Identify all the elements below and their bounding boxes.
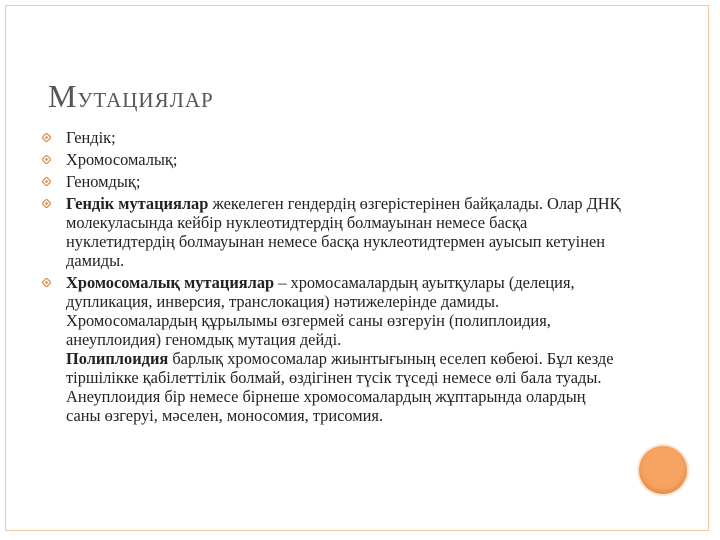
orange-circle-decoration [639, 446, 687, 494]
list-item [42, 172, 622, 191]
list-item [42, 194, 622, 270]
item-bold-2: Полиплоидия [66, 349, 169, 368]
bullet-list [42, 128, 622, 425]
item-text: Геномдық; [66, 172, 141, 191]
list-item [42, 150, 622, 169]
item-bold: Гендік мутациялар [66, 194, 209, 213]
item-text: Хромосомалық; [66, 150, 178, 169]
diamond-bullet-icon [42, 278, 51, 287]
item-text: Гендік; [66, 128, 116, 147]
item-text-2: барлық хромосомалар жиынтығының еселеп көбеюі. Бұл кезде тіршілікке қабілеттілік болмай, өздігінен түсік түседі немесе өлі бала туады. Анеуплоидия бір немесе бірнеше хромосомалардың жұптарында олардың саны өзгеруі, мәселен, моносомия, трисомия. [66, 349, 614, 425]
list-item [42, 128, 622, 147]
title-first-letter: М [48, 78, 78, 114]
title-rest: УТАЦИЯЛАР [77, 88, 214, 112]
list-item [42, 273, 622, 425]
slide-title [48, 80, 214, 112]
item-text: жекелеген гендердің өзгерістерінен байқалады. Олар ДНҚ молекуласында кейбір нуклеотидтердің болмауынан немесе басқа нуклетидтердің болмауынан немесе басқа нуклеотидтермен ауысып кетуінен дамиды. [66, 194, 621, 270]
diamond-bullet-icon [42, 155, 51, 164]
item-bold: Хромосомалық мутациялар [66, 273, 275, 292]
diamond-bullet-icon [42, 199, 51, 208]
item-text: – хромосамалардың ауытқулары (делеция, дупликация, инверсия, транслокация) нәтижелерінде дамиды. Хромосомалардың құрылымы өзгермей саны өзгеруін (полиплоидия, анеуплоидия) геномдық мутация дейді. [66, 273, 575, 349]
diamond-bullet-icon [42, 177, 51, 186]
slide-content [42, 128, 622, 428]
diamond-bullet-icon [42, 133, 51, 142]
